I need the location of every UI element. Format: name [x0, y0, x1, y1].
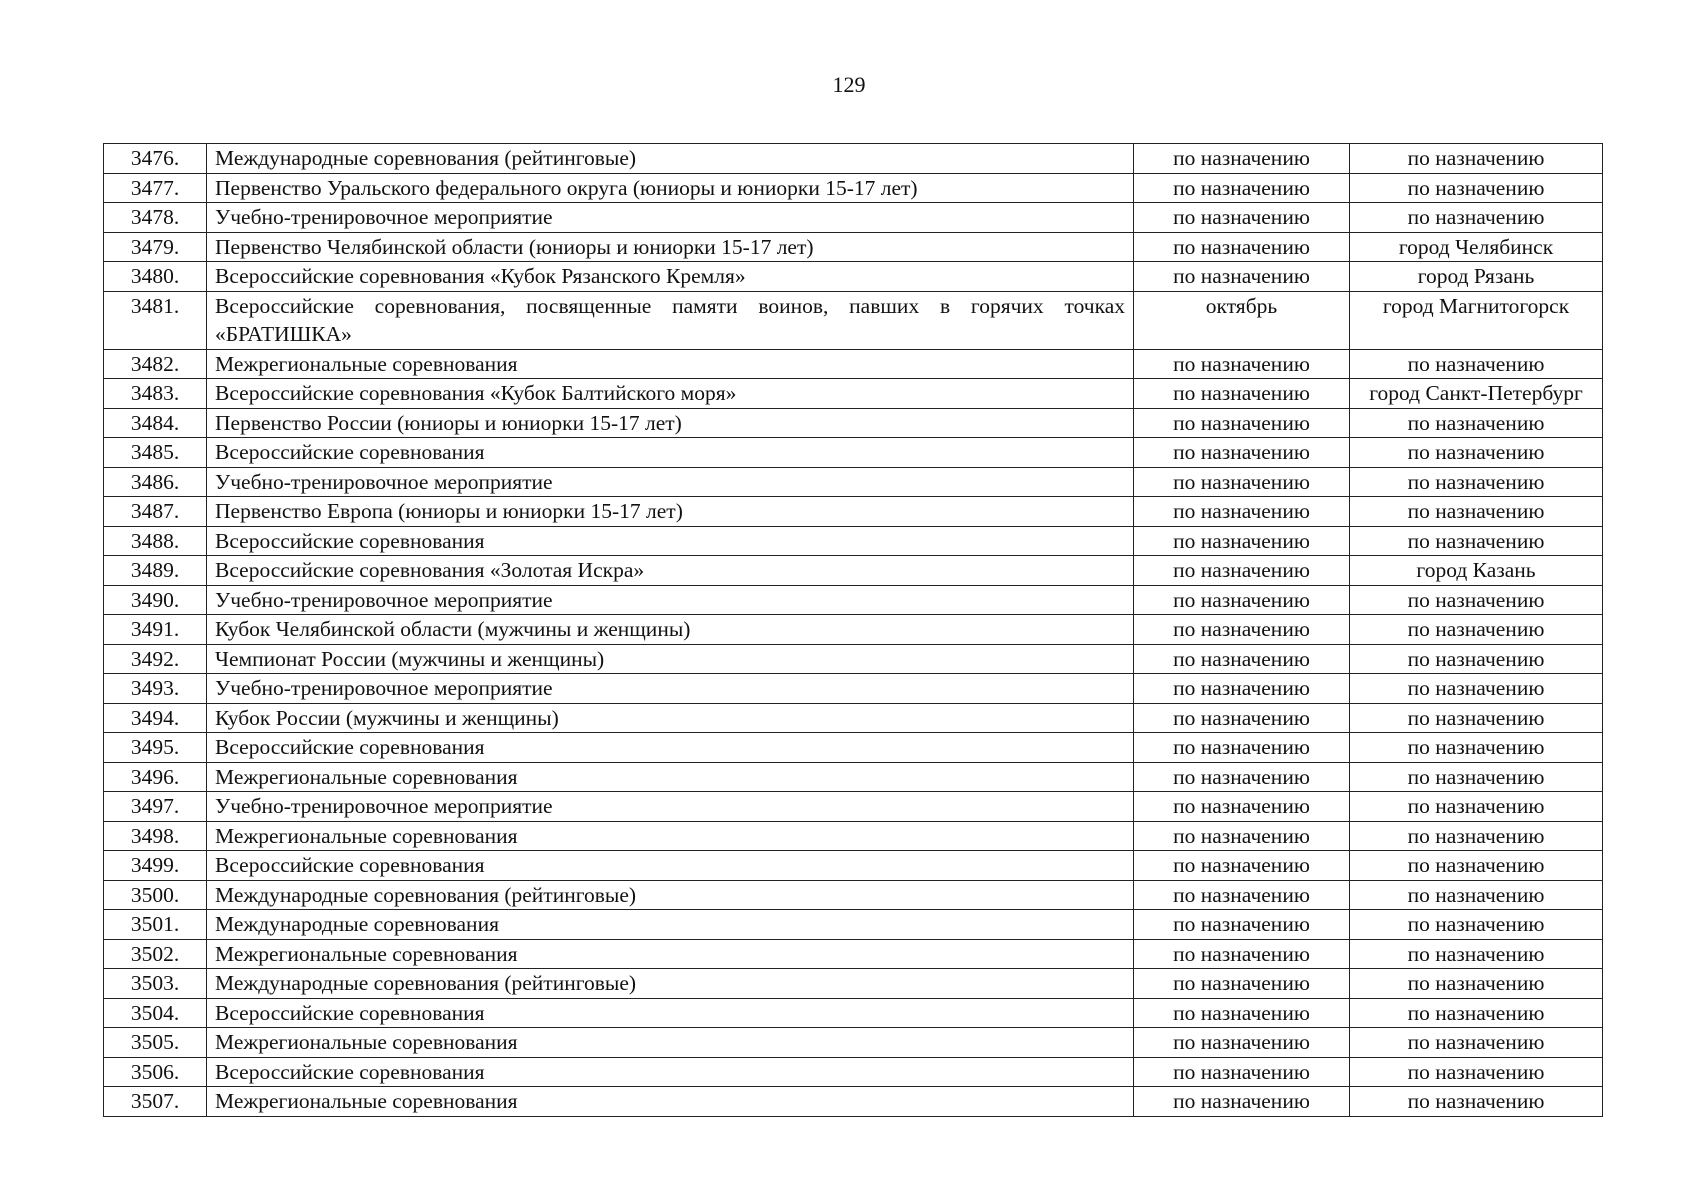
row-number: 3503.	[104, 969, 207, 999]
event-date: по назначению	[1134, 939, 1350, 969]
events-table	[103, 143, 1603, 1117]
table-row	[104, 262, 1603, 292]
table-row	[104, 1057, 1603, 1087]
event-date: по назначению	[1134, 851, 1350, 881]
event-date: по назначению	[1134, 526, 1350, 556]
table-row	[104, 379, 1603, 409]
row-number: 3496.	[104, 762, 207, 792]
row-number: 3478.	[104, 203, 207, 233]
table-row	[104, 232, 1603, 262]
event-name: Всероссийские соревнования «Кубок Рязанского Кремля»	[207, 262, 1134, 292]
row-number: 3495.	[104, 733, 207, 763]
table-row	[104, 173, 1603, 203]
event-place: по назначению	[1350, 526, 1603, 556]
event-date: по назначению	[1134, 467, 1350, 497]
row-number: 3504.	[104, 998, 207, 1028]
event-name: Международные соревнования (рейтинговые)	[207, 880, 1134, 910]
event-name: Чемпионат России (мужчины и женщины)	[207, 644, 1134, 674]
event-name: Первенство Европа (юниоры и юниорки 15-17 лет)	[207, 497, 1134, 527]
event-place: по назначению	[1350, 497, 1603, 527]
event-date: октябрь	[1134, 291, 1350, 349]
event-place: по назначению	[1350, 467, 1603, 497]
event-date: по назначению	[1134, 262, 1350, 292]
event-date: по назначению	[1134, 762, 1350, 792]
table-row	[104, 910, 1603, 940]
table-row	[104, 144, 1603, 174]
event-place: город Казань	[1350, 556, 1603, 586]
event-name: Межрегиональные соревнования	[207, 762, 1134, 792]
row-number: 3484.	[104, 408, 207, 438]
event-date: по назначению	[1134, 173, 1350, 203]
event-place: по назначению	[1350, 762, 1603, 792]
row-number: 3501.	[104, 910, 207, 940]
event-date: по назначению	[1134, 556, 1350, 586]
event-name: Учебно-тренировочное мероприятие	[207, 467, 1134, 497]
event-place: по назначению	[1350, 703, 1603, 733]
event-place: по назначению	[1350, 585, 1603, 615]
event-date: по назначению	[1134, 1087, 1350, 1117]
event-date: по назначению	[1134, 703, 1350, 733]
event-date: по назначению	[1134, 792, 1350, 822]
event-name: Всероссийские соревнования	[207, 733, 1134, 763]
row-number: 3485.	[104, 438, 207, 468]
event-place: по назначению	[1350, 644, 1603, 674]
event-date: по назначению	[1134, 438, 1350, 468]
event-place: по назначению	[1350, 880, 1603, 910]
event-place: город Магнитогорск	[1350, 291, 1603, 349]
event-name: Первенство Челябинской области (юниоры и юниорки 15-17 лет)	[207, 232, 1134, 262]
table-row	[104, 408, 1603, 438]
event-date: по назначению	[1134, 232, 1350, 262]
table-row	[104, 497, 1603, 527]
row-number: 3477.	[104, 173, 207, 203]
event-name: Учебно-тренировочное мероприятие	[207, 792, 1134, 822]
table-row	[104, 792, 1603, 822]
event-date: по назначению	[1134, 1028, 1350, 1058]
table-row	[104, 998, 1603, 1028]
event-date: по назначению	[1134, 880, 1350, 910]
event-date: по назначению	[1134, 408, 1350, 438]
event-place: по назначению	[1350, 615, 1603, 645]
event-place: по назначению	[1350, 1057, 1603, 1087]
row-number: 3480.	[104, 262, 207, 292]
event-name: Межрегиональные соревнования	[207, 349, 1134, 379]
event-date: по назначению	[1134, 497, 1350, 527]
row-number: 3493.	[104, 674, 207, 704]
row-number: 3486.	[104, 467, 207, 497]
event-name: Кубок Челябинской области (мужчины и женщины)	[207, 615, 1134, 645]
event-name: Всероссийские соревнования	[207, 998, 1134, 1028]
table-row	[104, 969, 1603, 999]
event-date: по назначению	[1134, 203, 1350, 233]
event-place: по назначению	[1350, 438, 1603, 468]
row-number: 3502.	[104, 939, 207, 969]
row-number: 3479.	[104, 232, 207, 262]
event-place: по назначению	[1350, 792, 1603, 822]
event-date: по назначению	[1134, 144, 1350, 174]
event-place: по назначению	[1350, 173, 1603, 203]
event-date: по назначению	[1134, 644, 1350, 674]
row-number: 3488.	[104, 526, 207, 556]
event-place: по назначению	[1350, 144, 1603, 174]
event-date: по назначению	[1134, 615, 1350, 645]
row-number: 3489.	[104, 556, 207, 586]
event-date: по назначению	[1134, 1057, 1350, 1087]
event-date: по назначению	[1134, 821, 1350, 851]
event-place: по назначению	[1350, 408, 1603, 438]
event-date: по назначению	[1134, 379, 1350, 409]
table-row	[104, 615, 1603, 645]
event-place: город Челябинск	[1350, 232, 1603, 262]
row-number: 3483.	[104, 379, 207, 409]
event-name: Всероссийские соревнования	[207, 851, 1134, 881]
table-row	[104, 556, 1603, 586]
table-row	[104, 203, 1603, 233]
event-name: Всероссийские соревнования	[207, 438, 1134, 468]
event-name: Всероссийские соревнования	[207, 1057, 1134, 1087]
event-place: по назначению	[1350, 969, 1603, 999]
event-date: по назначению	[1134, 910, 1350, 940]
row-number: 3487.	[104, 497, 207, 527]
row-number: 3490.	[104, 585, 207, 615]
row-number: 3497.	[104, 792, 207, 822]
table-row	[104, 644, 1603, 674]
table-row	[104, 821, 1603, 851]
event-date: по назначению	[1134, 674, 1350, 704]
event-name: Межрегиональные соревнования	[207, 821, 1134, 851]
table-row	[104, 674, 1603, 704]
row-number: 3492.	[104, 644, 207, 674]
event-date: по назначению	[1134, 733, 1350, 763]
table-row	[104, 733, 1603, 763]
event-date: по назначению	[1134, 998, 1350, 1028]
event-place: по назначению	[1350, 203, 1603, 233]
row-number: 3500.	[104, 880, 207, 910]
event-name: Всероссийские соревнования «Золотая Искра»	[207, 556, 1134, 586]
table-row	[104, 703, 1603, 733]
event-name: Учебно-тренировочное мероприятие	[207, 585, 1134, 615]
table-row	[104, 349, 1603, 379]
row-number: 3499.	[104, 851, 207, 881]
event-date: по назначению	[1134, 349, 1350, 379]
row-number: 3476.	[104, 144, 207, 174]
row-number: 3507.	[104, 1087, 207, 1117]
event-date: по назначению	[1134, 969, 1350, 999]
table-row	[104, 585, 1603, 615]
table-row	[104, 291, 1603, 349]
event-place: по назначению	[1350, 1087, 1603, 1117]
event-place: по назначению	[1350, 821, 1603, 851]
event-place: по назначению	[1350, 851, 1603, 881]
row-number: 3494.	[104, 703, 207, 733]
event-place: по назначению	[1350, 674, 1603, 704]
events-table-body	[104, 144, 1603, 1117]
event-date: по назначению	[1134, 585, 1350, 615]
event-name: Первенство России (юниоры и юниорки 15-17 лет)	[207, 408, 1134, 438]
page-number: 129	[832, 72, 866, 97]
row-number: 3505.	[104, 1028, 207, 1058]
table-row	[104, 762, 1603, 792]
event-name: Кубок России (мужчины и женщины)	[207, 703, 1134, 733]
event-place: по назначению	[1350, 998, 1603, 1028]
event-name: Межрегиональные соревнования	[207, 1087, 1134, 1117]
event-place: по назначению	[1350, 939, 1603, 969]
event-place: по назначению	[1350, 733, 1603, 763]
table-row	[104, 1028, 1603, 1058]
event-name: Международные соревнования (рейтинговые)	[207, 144, 1134, 174]
event-name: Международные соревнования (рейтинговые)	[207, 969, 1134, 999]
event-place: по назначению	[1350, 1028, 1603, 1058]
row-number: 3481.	[104, 291, 207, 349]
event-name: Первенство Уральского федерального округа (юниоры и юниорки 15-17 лет)	[207, 173, 1134, 203]
table-row	[104, 526, 1603, 556]
table-row	[104, 467, 1603, 497]
event-name: Межрегиональные соревнования	[207, 1028, 1134, 1058]
event-name: Межрегиональные соревнования	[207, 939, 1134, 969]
event-name: Учебно-тренировочное мероприятие	[207, 674, 1134, 704]
event-place: по назначению	[1350, 910, 1603, 940]
event-name: Всероссийские соревнования «Кубок Балтийского моря»	[207, 379, 1134, 409]
row-number: 3482.	[104, 349, 207, 379]
table-row	[104, 939, 1603, 969]
event-name: Всероссийские соревнования, посвященные памяти воинов, павших в горячих точках «БРАТИШКА»	[207, 291, 1134, 349]
event-name: Международные соревнования	[207, 910, 1134, 940]
table-row	[104, 851, 1603, 881]
table-row	[104, 880, 1603, 910]
event-name: Учебно-тренировочное мероприятие	[207, 203, 1134, 233]
event-place: по назначению	[1350, 349, 1603, 379]
event-name: Всероссийские соревнования	[207, 526, 1134, 556]
table-row	[104, 1087, 1603, 1117]
row-number: 3506.	[104, 1057, 207, 1087]
event-place: город Санкт-Петербург	[1350, 379, 1603, 409]
row-number: 3491.	[104, 615, 207, 645]
table-row	[104, 438, 1603, 468]
event-place: город Рязань	[1350, 262, 1603, 292]
row-number: 3498.	[104, 821, 207, 851]
